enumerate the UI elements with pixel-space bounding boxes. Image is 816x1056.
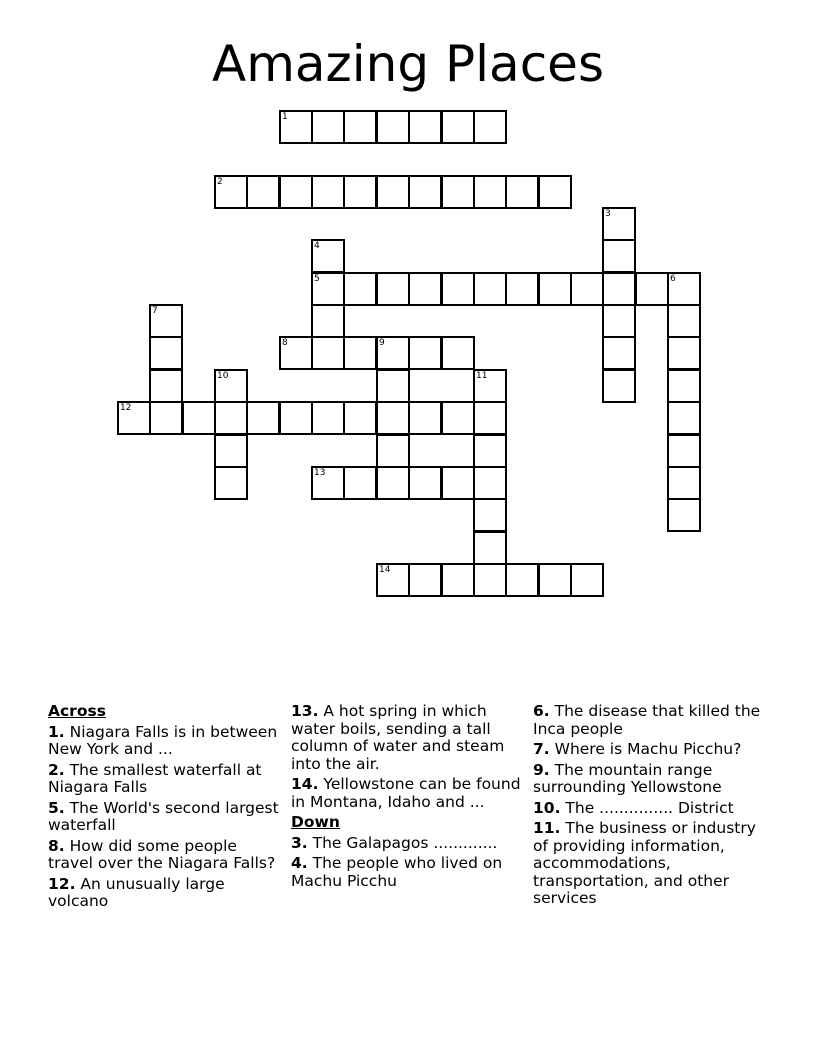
clue-number: 13 (314, 468, 326, 478)
clue-item-text: The business or industry of providing information, accommodations, transportation, and other services (533, 819, 756, 907)
grid-cell[interactable] (667, 336, 701, 370)
clue-column-2 (291, 703, 527, 893)
clue-item (48, 876, 284, 911)
grid-cell[interactable] (408, 175, 442, 209)
grid-cell[interactable] (311, 336, 345, 370)
grid-cell[interactable] (441, 272, 475, 306)
grid-cell[interactable] (279, 336, 313, 370)
grid-cell[interactable] (473, 466, 507, 500)
clue-number: 3 (605, 209, 611, 219)
grid-cell[interactable] (505, 175, 539, 209)
grid-cell[interactable] (214, 466, 248, 500)
grid-cell[interactable] (441, 563, 475, 597)
clue-item-text: Yellowstone can be found in Montana, Idaho and ... (291, 775, 521, 811)
clue-item-number: 10. (533, 798, 561, 817)
grid-cell[interactable] (505, 563, 539, 597)
grid-cell[interactable] (667, 401, 701, 435)
grid-cell[interactable] (149, 304, 183, 338)
clue-number: 11 (476, 371, 488, 381)
grid-cell[interactable] (441, 110, 475, 144)
grid-cell[interactable] (667, 272, 701, 306)
clue-item-number: 9. (533, 760, 550, 779)
clue-item-text: The smallest waterfall at Niagara Falls (48, 760, 262, 796)
grid-cell[interactable] (149, 336, 183, 370)
clue-item (48, 800, 284, 835)
clue-item (48, 724, 284, 759)
grid-cell[interactable] (214, 401, 248, 435)
clue-item-number: 4. (291, 854, 308, 872)
grid-cell[interactable] (117, 401, 151, 435)
clue-item-text: The World's second largest waterfall (48, 798, 279, 834)
clue-item-number: 5. (48, 798, 65, 817)
grid-cell[interactable] (441, 401, 475, 435)
clue-number: 7 (152, 306, 158, 316)
clue-number: 4 (314, 241, 320, 251)
clue-number: 1 (282, 112, 288, 122)
grid-cell[interactable] (570, 563, 604, 597)
clue-item-text: Niagara Falls is in between New York and ... (48, 722, 278, 758)
grid-cell[interactable] (343, 466, 377, 500)
clue-item-number: 1. (48, 722, 65, 741)
clue-item-number: 2. (48, 760, 65, 779)
grid-cell[interactable] (667, 434, 701, 468)
grid-cell[interactable] (538, 175, 572, 209)
clue-item (48, 838, 284, 873)
clue-item-text: The disease that killed the Inca people (533, 702, 761, 738)
grid-cell[interactable] (149, 369, 183, 403)
grid-cell[interactable] (311, 401, 345, 435)
clue-item-number: 6. (533, 702, 550, 720)
grid-cell[interactable] (182, 401, 216, 435)
grid-cell[interactable] (214, 369, 248, 403)
grid-cell[interactable] (311, 272, 345, 306)
clue-item-number: 13. (291, 702, 319, 720)
clue-item-text: Where is Machu Picchu? (554, 740, 742, 758)
clue-item (533, 820, 769, 908)
grid-cell[interactable] (441, 336, 475, 370)
grid-cell[interactable] (602, 369, 636, 403)
grid-cell[interactable] (408, 110, 442, 144)
grid-cell[interactable] (667, 498, 701, 532)
clue-item (291, 776, 527, 811)
grid-cell[interactable] (473, 401, 507, 435)
grid-cell[interactable] (376, 466, 410, 500)
grid-cell[interactable] (376, 401, 410, 435)
grid-cell[interactable] (602, 207, 636, 241)
grid-cell[interactable] (441, 175, 475, 209)
grid-cell[interactable] (343, 336, 377, 370)
grid-cell[interactable] (279, 110, 313, 144)
grid-cell[interactable] (246, 175, 280, 209)
grid-cell[interactable] (667, 369, 701, 403)
grid-cell[interactable] (311, 466, 345, 500)
grid-cell[interactable] (473, 531, 507, 565)
clue-item (533, 762, 769, 797)
clue-item-number: 14. (291, 775, 319, 793)
clue-number: 6 (670, 274, 676, 284)
grid-cell[interactable] (279, 175, 313, 209)
clue-item (291, 835, 527, 853)
clue-section-heading: Down (291, 813, 340, 831)
clue-item-text: The ............... District (565, 798, 734, 817)
grid-cell[interactable] (473, 498, 507, 532)
grid-cell[interactable] (505, 272, 539, 306)
grid-cell[interactable] (311, 110, 345, 144)
grid-cell[interactable] (311, 304, 345, 338)
clue-number: 10 (217, 371, 229, 381)
clue-number: 2 (217, 177, 223, 187)
grid-cell[interactable] (538, 563, 572, 597)
page-title: Amazing Places (212, 35, 604, 93)
grid-cell[interactable] (408, 272, 442, 306)
grid-cell[interactable] (311, 175, 345, 209)
clue-column-3 (533, 703, 769, 911)
grid-cell[interactable] (570, 272, 604, 306)
grid-cell[interactable] (602, 304, 636, 338)
clue-item (533, 703, 769, 738)
clue-item-number: 3. (291, 833, 308, 852)
grid-cell[interactable] (376, 175, 410, 209)
grid-cell[interactable] (343, 272, 377, 306)
clue-number: 9 (379, 338, 385, 348)
grid-cell[interactable] (376, 369, 410, 403)
clue-item-number: 12. (48, 874, 76, 893)
grid-cell[interactable] (667, 304, 701, 338)
clue-item (291, 855, 527, 890)
grid-cell[interactable] (408, 401, 442, 435)
clue-item-text: The people who lived on Machu Picchu (291, 854, 503, 890)
grid-cell[interactable] (343, 175, 377, 209)
grid-cell[interactable] (376, 110, 410, 144)
clue-number: 12 (120, 403, 132, 413)
grid-cell[interactable] (408, 466, 442, 500)
grid-cell[interactable] (279, 401, 313, 435)
grid-cell[interactable] (376, 336, 410, 370)
grid-cell[interactable] (311, 239, 345, 273)
grid-cell[interactable] (473, 175, 507, 209)
clue-item-number: 7. (533, 740, 550, 758)
grid-cell[interactable] (376, 272, 410, 306)
clue-item-number: 8. (48, 836, 65, 855)
clue-item-text: A hot spring in which water boils, sending a tall column of water and steam into the air. (291, 702, 505, 773)
clue-number: 8 (282, 338, 288, 348)
grid-cell[interactable] (473, 272, 507, 306)
grid-cell[interactable] (635, 272, 669, 306)
clue-item-text: An unusually large volcano (48, 874, 225, 910)
grid-cell[interactable] (473, 434, 507, 468)
grid-cell[interactable] (602, 272, 636, 306)
grid-cell[interactable] (214, 434, 248, 468)
clue-section-heading: Across (48, 702, 106, 720)
grid-cell[interactable] (376, 563, 410, 597)
grid-cell[interactable] (343, 110, 377, 144)
grid-cell[interactable] (667, 466, 701, 500)
clue-item (533, 741, 769, 759)
grid-cell[interactable] (149, 401, 183, 435)
grid-cell[interactable] (602, 239, 636, 273)
clue-number: 5 (314, 274, 320, 284)
clue-item (291, 703, 527, 773)
clue-item (533, 800, 769, 818)
clue-item-text: The mountain range surrounding Yellowstone (533, 760, 722, 796)
grid-cell[interactable] (343, 401, 377, 435)
clue-column-1 (48, 703, 284, 914)
grid-cell[interactable] (473, 369, 507, 403)
grid-cell[interactable] (602, 336, 636, 370)
grid-cell[interactable] (246, 401, 280, 435)
grid-cell[interactable] (473, 563, 507, 597)
clue-item (48, 762, 284, 797)
grid-cell[interactable] (408, 336, 442, 370)
grid-cell[interactable] (214, 175, 248, 209)
grid-cell[interactable] (408, 563, 442, 597)
grid-cell[interactable] (538, 272, 572, 306)
clue-item-text: The Galapagos ............. (312, 833, 498, 852)
clue-item-number: 11. (533, 819, 561, 837)
clue-number: 14 (379, 565, 391, 575)
grid-cell[interactable] (441, 466, 475, 500)
grid-cell[interactable] (473, 110, 507, 144)
clue-item-text: How did some people travel over the Niagara Falls? (48, 836, 276, 872)
grid-cell[interactable] (376, 434, 410, 468)
